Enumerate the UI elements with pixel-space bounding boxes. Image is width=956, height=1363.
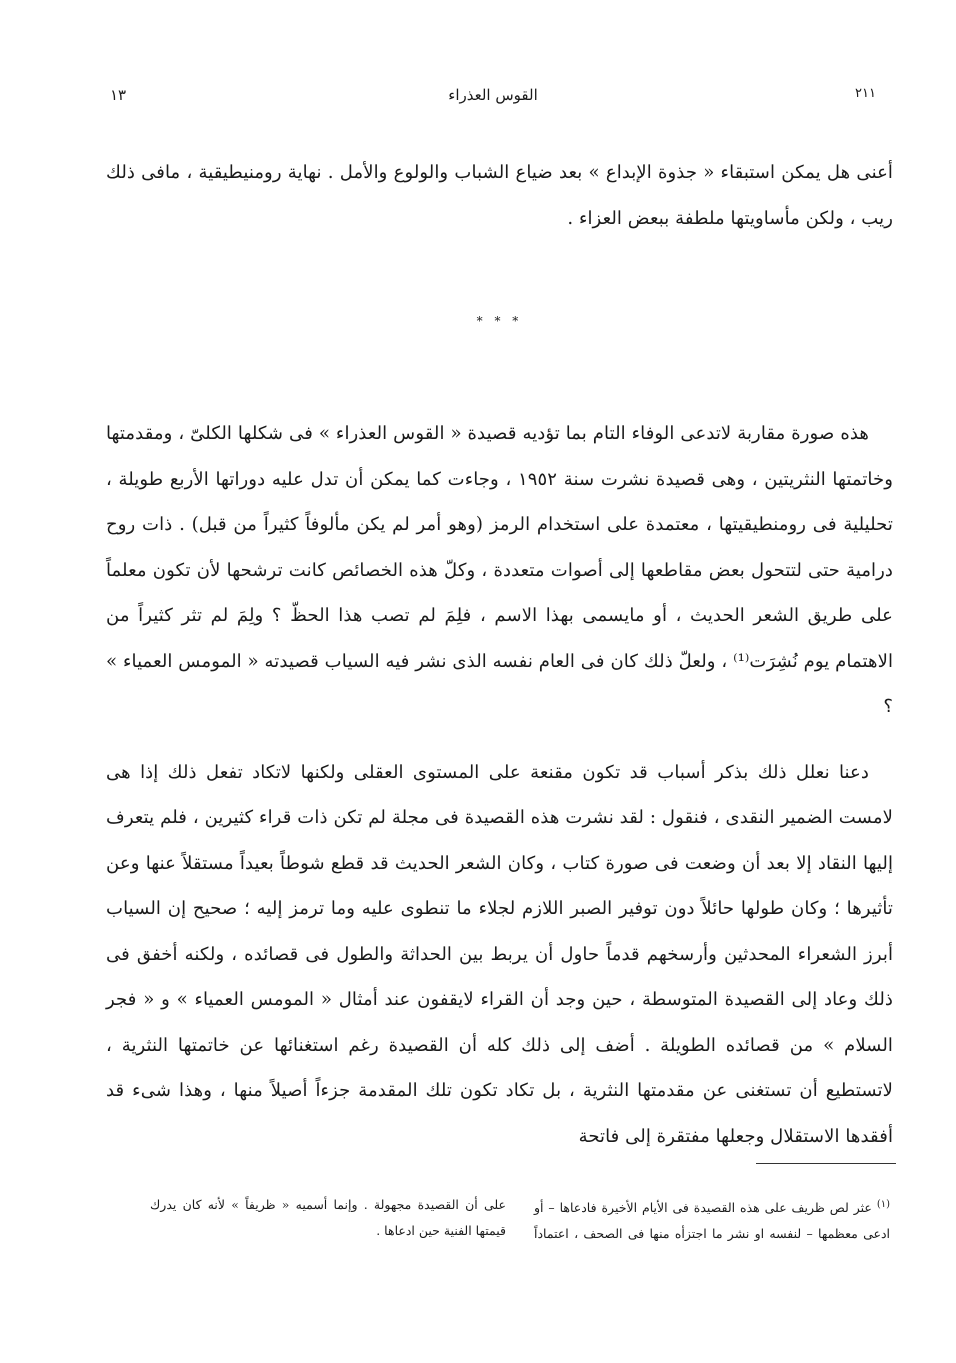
- footnote-marker: (١): [876, 1199, 890, 1210]
- section-break: [106, 241, 893, 411]
- footnote-1: [150, 1192, 890, 1247]
- paragraph-3: دعنا نعلل ذلك بذكر أسباب قد تكون مقنعة على المستوى العقلى ولكنها لاتكاد تفعل ذلك إذا هى لامست الضمير النقدى ، فنقول : لقد نشرت هذه القصيدة فى مجلة لم تكن ذات قراء كثيرين ، فلم يتعرف إليها النقاد إلا بعد أن وضعت فى صورة كتاب ، وكان الشعر الحديث قد قطع شوطاً بعيداً مستقلاً عنها وعن تأثيرها ؛ وكان طولها حائلاً دون توفير الصبر اللازم لجلاء ما تنطوى عليه وما ترمز إليه ؛ صحيح إن السياب أبرز الشعراء المحدثين وأرسخهم قدماً حاول أن يربط بين الحداثة والطول فى قصائده ، ولكنه أخفق فى ذلك وعاد إلى القصيدة المتوسطة ، حين وجد أن القراء لايقفون عند أمثال « المومس العمياء » و « فجر السلام » من قصائده الطويلة . أضف إلى ذلك كله أن القصيدة رغم استغنائها عن خاتمتها النثرية ، لاتستطيع أن تستغنى عن مقدمتها النثرية ، بل تكاد تكون تلك المقدمة جزءاً أصيلاً منها ، وهذا شىء قد أفقدها الاستقلال وجعلها مفتقرة إلى فاتحة: [106, 761, 893, 1147]
- main-text: [106, 150, 893, 1159]
- running-title: القوس العذراء: [448, 86, 538, 104]
- page-number: ١٣: [110, 86, 127, 104]
- paragraph-2: هذه صورة مقاربة لاتدعى الوفاء التام بما تؤديه قصيدة « القوس العذراء » فى شكلها الكلىّ ، ومقدمتها وخاتمتها النثريتين ، وهى قصيدة نشرت سنة ١٩٥٢ ، وجاءت كما يمكن أن تدل عليه دوراتها الأربع طويلة ، تحليلية فى رومنطيقيتها ، معتمدة على استخدام الرمز (وهو أمر لم يكن مألوفاً كثيراً من قبل) . ذات روح درامية حتى لتتحول بعض مقاطعها إلى أصوات متعددة ، وكلّ هذه الخصائص كانت ترشحها لأن تكون معلماً على طريق الشعر الحديث ، أو مايسمى بهذا الاسم ، فلِمَ لم تصب هذا الحظّ ؟ ولِمَ لم تثر كثيراً من الاهتمام يوم نُشِرَت⁽¹⁾ ، ولعلّ ذلك كان فى العام نفسه الذى نشر فيه السياب قصيدته « المومس العمياء » ؟: [106, 423, 893, 717]
- paragraph-gap: [106, 730, 893, 750]
- running-header: [110, 86, 876, 110]
- footnote-text: عثر لص ظريف على هذه القصيدة فى الأيام الأخيرة فادعاها – أو ادعى معظمها – لنفسه او نشر ما اجتزأه منها فى الصحف ، اعتماداً على أن القصيدة مجهولة . وإنما أسميه « ظريفاً » لأنه كان يدرك قيمتها الفنية حين ادعاها .: [150, 1197, 890, 1242]
- signature-mark: ٢١١: [855, 86, 876, 101]
- section-break-stars: * * *: [476, 314, 523, 328]
- footnotes: [150, 1192, 890, 1247]
- paragraph-1: أعنى هل يمكن استبقاء « جذوة الإبداع » بعد ضياع الشباب والولوع والأمل . نهاية رومنيطيقية ، مافى ذلك ريب ، ولكن مأساويتها ملطفة ببعض العزاء .: [106, 162, 893, 229]
- footnote-divider: [756, 1163, 896, 1164]
